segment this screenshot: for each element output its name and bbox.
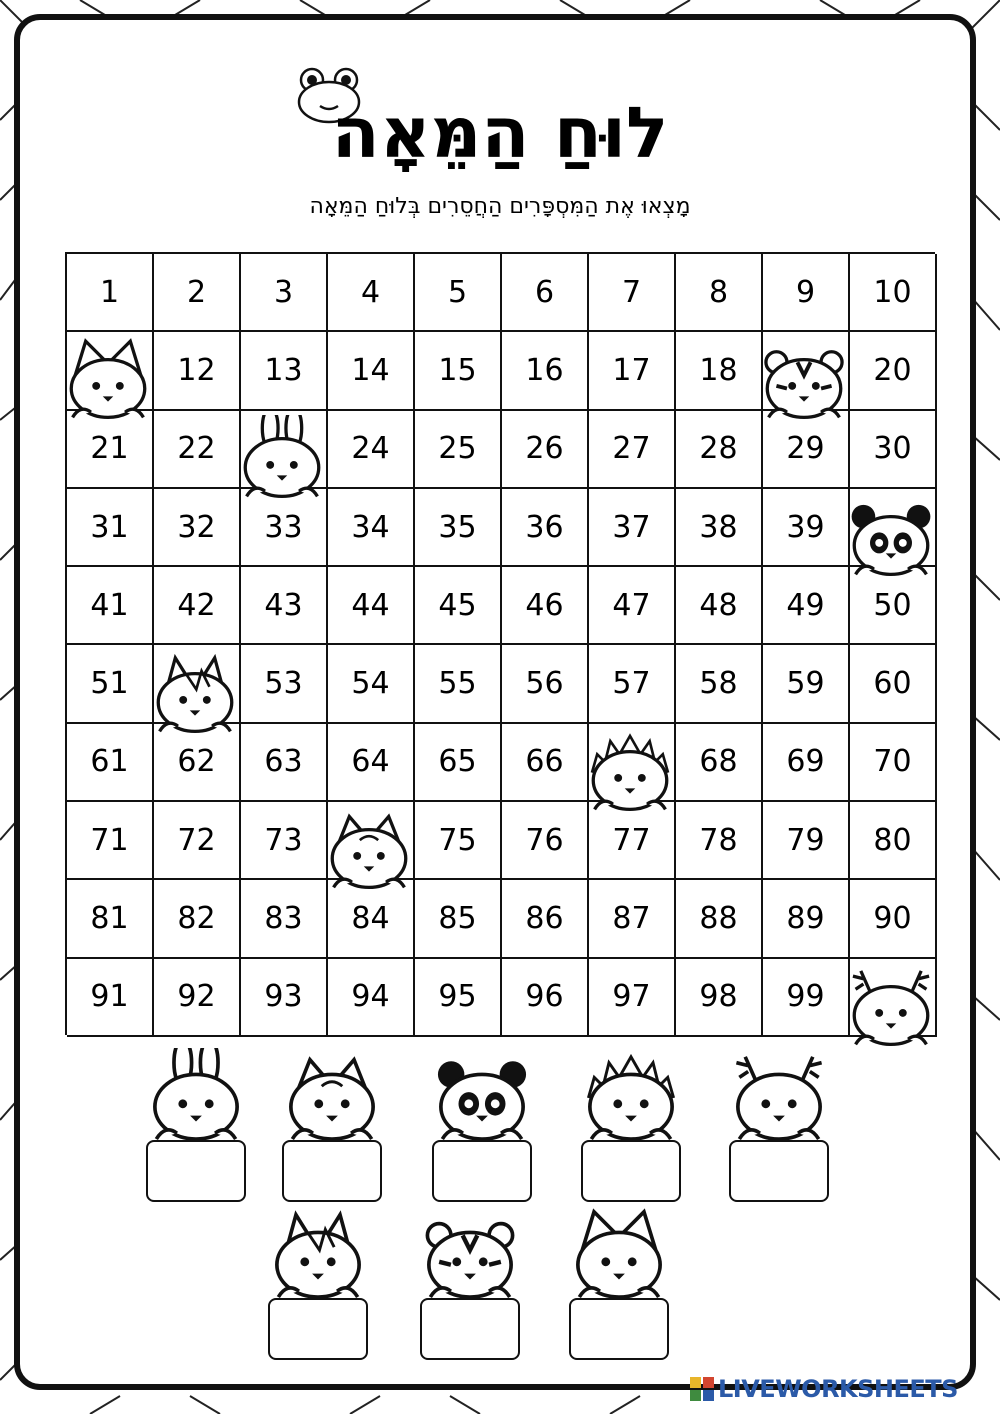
grid-cell: 62 (154, 724, 241, 802)
answer-input-bunny[interactable] (146, 1140, 246, 1202)
grid-cell: 70 (850, 724, 937, 802)
grid-cell: 18 (676, 332, 763, 410)
grid-cell: 77 (589, 802, 676, 880)
grid-cell: 22 (154, 411, 241, 489)
grid-cell: 96 (502, 959, 589, 1037)
grid-cell: 39 (763, 489, 850, 567)
grid-cell: 42 (154, 567, 241, 645)
grid-cell: 54 (328, 645, 415, 723)
grid-cell: 98 (676, 959, 763, 1037)
grid-cell: 76 (502, 802, 589, 880)
horse-icon (266, 1206, 370, 1304)
grid-cell: 17 (589, 332, 676, 410)
grid-cell: 26 (502, 411, 589, 489)
answer-input-panda[interactable] (432, 1140, 532, 1202)
grid-cell: 87 (589, 880, 676, 958)
grid-cell: 93 (241, 959, 328, 1037)
cat-icon (61, 336, 155, 424)
grid-cell: 1 (67, 254, 154, 332)
grid-cell: 72 (154, 802, 241, 880)
hedgehog-icon (579, 1048, 683, 1146)
grid-cell: 66 (502, 724, 589, 802)
grid-cell: 34 (328, 489, 415, 567)
grid-cell: 8 (676, 254, 763, 332)
grid-cell: 29 (763, 411, 850, 489)
answer-input-horse[interactable] (268, 1298, 368, 1360)
grid-cell: 84 (328, 880, 415, 958)
answer-input-cat[interactable] (569, 1298, 669, 1360)
grid-cell: 30 (850, 411, 937, 489)
horse-icon (148, 650, 242, 738)
grid-cell: 68 (676, 724, 763, 802)
grid-cell: 92 (154, 959, 241, 1037)
grid-cell: 56 (502, 645, 589, 723)
grid-cell: 2 (154, 254, 241, 332)
grid-cell: 35 (415, 489, 502, 567)
panda-icon (844, 493, 938, 581)
grid-cell: 79 (763, 802, 850, 880)
grid-cell: 75 (415, 802, 502, 880)
grid-cell: 32 (154, 489, 241, 567)
grid-cell: 69 (763, 724, 850, 802)
grid-cell: 31 (67, 489, 154, 567)
grid-cell: 89 (763, 880, 850, 958)
grid-cell: 65 (415, 724, 502, 802)
panda-icon (430, 1048, 534, 1146)
grid-cell: 9 (763, 254, 850, 332)
grid-cell: 46 (502, 567, 589, 645)
grid-cell: 43 (241, 567, 328, 645)
grid-cell: 6 (502, 254, 589, 332)
grid-cell: 71 (67, 802, 154, 880)
grid-cell: 80 (850, 802, 937, 880)
grid-cell: 97 (589, 959, 676, 1037)
grid-cell: 95 (415, 959, 502, 1037)
grid-cell: 85 (415, 880, 502, 958)
answer-input-hedgehog[interactable] (581, 1140, 681, 1202)
watermark-text: LIVEWORKSHEETS (718, 1375, 958, 1403)
grid-cell: 25 (415, 411, 502, 489)
grid-cell: 24 (328, 411, 415, 489)
grid-cell: 61 (67, 724, 154, 802)
answer-input-fox[interactable] (282, 1140, 382, 1202)
grid-cell: 41 (67, 567, 154, 645)
page-title: לוּחַ הַמֵּאָה (331, 92, 669, 174)
grid-cell: 88 (676, 880, 763, 958)
grid-cell: 4 (328, 254, 415, 332)
grid-cell: 53 (241, 645, 328, 723)
tiger-icon (418, 1206, 522, 1304)
grid-cell: 94 (328, 959, 415, 1037)
deer-icon (727, 1048, 831, 1146)
grid-cell: 13 (241, 332, 328, 410)
grid-cell: 90 (850, 880, 937, 958)
grid-cell: 10 (850, 254, 937, 332)
grid-cell: 63 (241, 724, 328, 802)
grid-cell: 50 (850, 567, 937, 645)
grid-cell: 21 (67, 411, 154, 489)
grid-cell: 60 (850, 645, 937, 723)
grid-cell: 49 (763, 567, 850, 645)
answer-input-tiger[interactable] (420, 1298, 520, 1360)
hedgehog-icon (583, 728, 677, 816)
grid-cell: 86 (502, 880, 589, 958)
grid-cell: 28 (676, 411, 763, 489)
grid-cell: 59 (763, 645, 850, 723)
deer-icon (844, 963, 938, 1051)
grid-cell: 33 (241, 489, 328, 567)
tiger-icon (757, 336, 851, 424)
instruction-text: מָצְאוּ אֶת הַמִּסְפָּרִים הַחֲסֵרִים בְּלוּחַ הַמֵּאָה (309, 194, 691, 219)
grid-cell: 7 (589, 254, 676, 332)
grid-cell: 99 (763, 959, 850, 1037)
grid-cell: 78 (676, 802, 763, 880)
fox-icon (280, 1048, 384, 1146)
grid-cell: 14 (328, 332, 415, 410)
bunny-icon (144, 1048, 248, 1146)
grid-cell: 81 (67, 880, 154, 958)
grid-cell: 64 (328, 724, 415, 802)
grid-cell: 47 (589, 567, 676, 645)
grid-cell: 38 (676, 489, 763, 567)
grid-cell: 45 (415, 567, 502, 645)
grid-cell: 73 (241, 802, 328, 880)
grid-cell: 27 (589, 411, 676, 489)
grid-cell: 5 (415, 254, 502, 332)
grid-cell: 37 (589, 489, 676, 567)
bunny-icon (235, 415, 329, 503)
watermark (690, 1374, 990, 1404)
cat-icon (567, 1206, 671, 1304)
grid-cell: 91 (67, 959, 154, 1037)
grid-cell: 55 (415, 645, 502, 723)
answer-input-deer[interactable] (729, 1140, 829, 1202)
grid-cell: 57 (589, 645, 676, 723)
grid-cell: 15 (415, 332, 502, 410)
grid-cell: 12 (154, 332, 241, 410)
grid-cell: 16 (502, 332, 589, 410)
fox-icon (322, 806, 416, 894)
grid-cell: 3 (241, 254, 328, 332)
grid-cell: 82 (154, 880, 241, 958)
grid-cell: 20 (850, 332, 937, 410)
grid-cell: 51 (67, 645, 154, 723)
grid-cell: 36 (502, 489, 589, 567)
grid-cell: 58 (676, 645, 763, 723)
grid-cell: 48 (676, 567, 763, 645)
liveworksheets-logo-icon (690, 1377, 714, 1401)
grid-cell: 83 (241, 880, 328, 958)
grid-cell: 44 (328, 567, 415, 645)
